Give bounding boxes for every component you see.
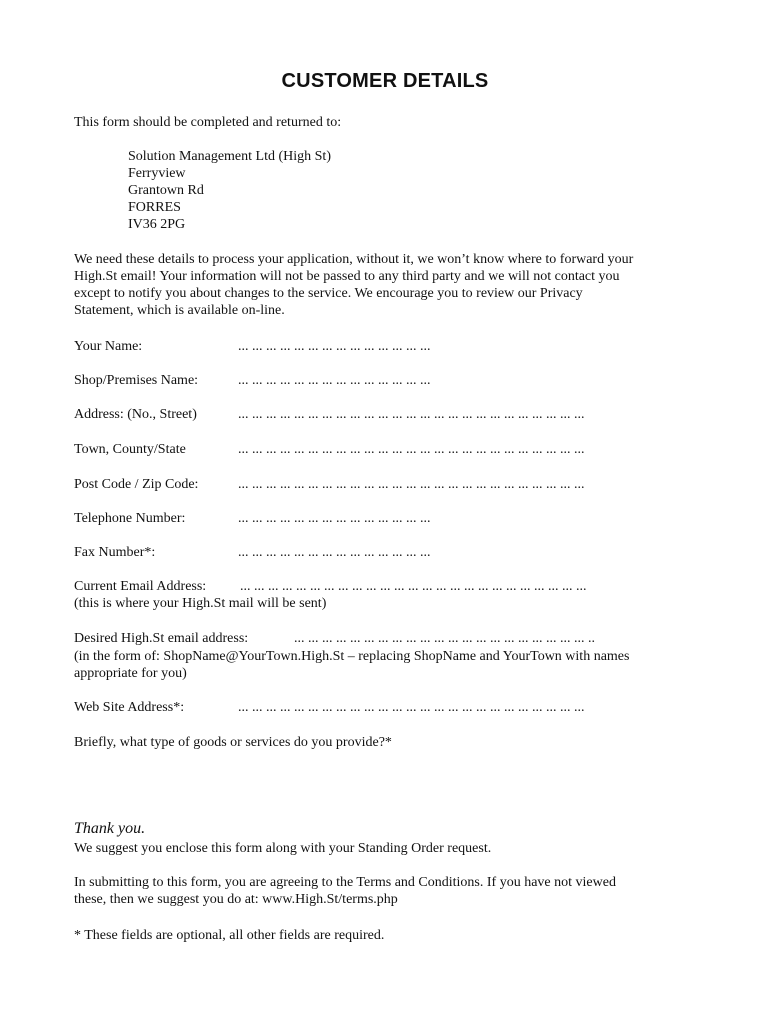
thank-you-text: Thank you. [74, 820, 146, 837]
address-line: Ferryview [128, 166, 186, 181]
terms-line: these, then we suggest you do at: www.High.St/terms.php [74, 892, 398, 907]
desired-email-note: appropriate for you) [74, 666, 187, 681]
terms-line: In submitting to this form, you are agreeing to the Terms and Conditions. If you have not viewed [74, 875, 616, 890]
website-fill-line[interactable]: ... ... ... ... ... ... ... ... ... ... ... ... ... ... ... ... ... ... ... ... ... ... ... ... ... [238, 700, 585, 715]
notice-line: Statement, which is available on-line. [74, 303, 285, 318]
postcode-fill-line[interactable]: ... ... ... ... ... ... ... ... ... ... ... ... ... ... ... ... ... ... ... ... ... ... ... ... ... [238, 477, 585, 492]
field-label: Address: (No., Street) [74, 407, 197, 422]
current-email-note: (this is where your High.St mail will be sent) [74, 596, 327, 611]
address-line: Grantown Rd [128, 183, 204, 198]
field-label: Desired High.St email address: [74, 631, 249, 646]
address-fill-line[interactable]: ... ... ... ... ... ... ... ... ... ... ... ... ... ... ... ... ... ... ... ... ... ... ... ... ... [238, 407, 585, 422]
field-label: Web Site Address*: [74, 700, 185, 715]
field-label: Shop/Premises Name: [74, 373, 199, 388]
goods-question: Briefly, what type of goods or services do you provide?* [74, 735, 392, 750]
address-line: Solution Management Ltd (High St) [128, 149, 331, 164]
fax-fill-line[interactable]: ... ... ... ... ... ... ... ... ... ... ... ... ... ... [238, 545, 431, 560]
notice-line: We need these details to process your application, without it, we won’t know where to forward your [74, 252, 634, 267]
town-fill-line[interactable]: ... ... ... ... ... ... ... ... ... ... ... ... ... ... ... ... ... ... ... ... ... ... ... ... ... [238, 442, 585, 457]
name-fill-line[interactable]: ... ... ... ... ... ... ... ... ... ... ... ... ... ... [238, 339, 431, 354]
address-line: FORRES [128, 200, 181, 215]
page-title: CUSTOMER DETAILS [281, 70, 489, 92]
current-email-fill-line[interactable]: ... ... ... ... ... ... ... ... ... ... ... ... ... ... ... ... ... ... ... ... ... ... ... ... ... [240, 579, 587, 594]
notice-line: High.St email! Your information will not be passed to any third party and we will not contact you [74, 269, 620, 284]
field-label: Post Code / Zip Code: [74, 477, 199, 492]
privacy-notice [74, 251, 704, 319]
field-label: Fax Number*: [74, 545, 156, 560]
notice-line: except to notify you about changes to the service. We encourage you to review our Privacy [74, 286, 583, 301]
address-line: IV36 2PG [128, 217, 186, 232]
optional-fields-note: * These fields are optional, all other fields are required. [74, 928, 385, 943]
field-label: Telephone Number: [74, 511, 186, 526]
field-label: Town, County/State [74, 442, 186, 457]
desired-email-fill-line[interactable]: ... ... ... ... ... ... ... ... ... ... ... ... ... ... ... ... ... ... ... ... ... .. [294, 631, 595, 646]
desired-email-note: (in the form of: ShopName@YourTown.High.St – replacing ShopName and YourTown with names [74, 649, 630, 664]
terms-note [74, 874, 704, 908]
field-label: Your Name: [74, 339, 143, 354]
intro-text: This form should be completed and returned to: [74, 115, 342, 130]
field-label: Current Email Address: [74, 579, 207, 594]
telephone-fill-line[interactable]: ... ... ... ... ... ... ... ... ... ... ... ... ... ... [238, 511, 431, 526]
return-address [128, 148, 331, 233]
shop-fill-line[interactable]: ... ... ... ... ... ... ... ... ... ... ... ... ... ... [238, 373, 431, 388]
standing-order-note: We suggest you enclose this form along with your Standing Order request. [74, 841, 492, 856]
